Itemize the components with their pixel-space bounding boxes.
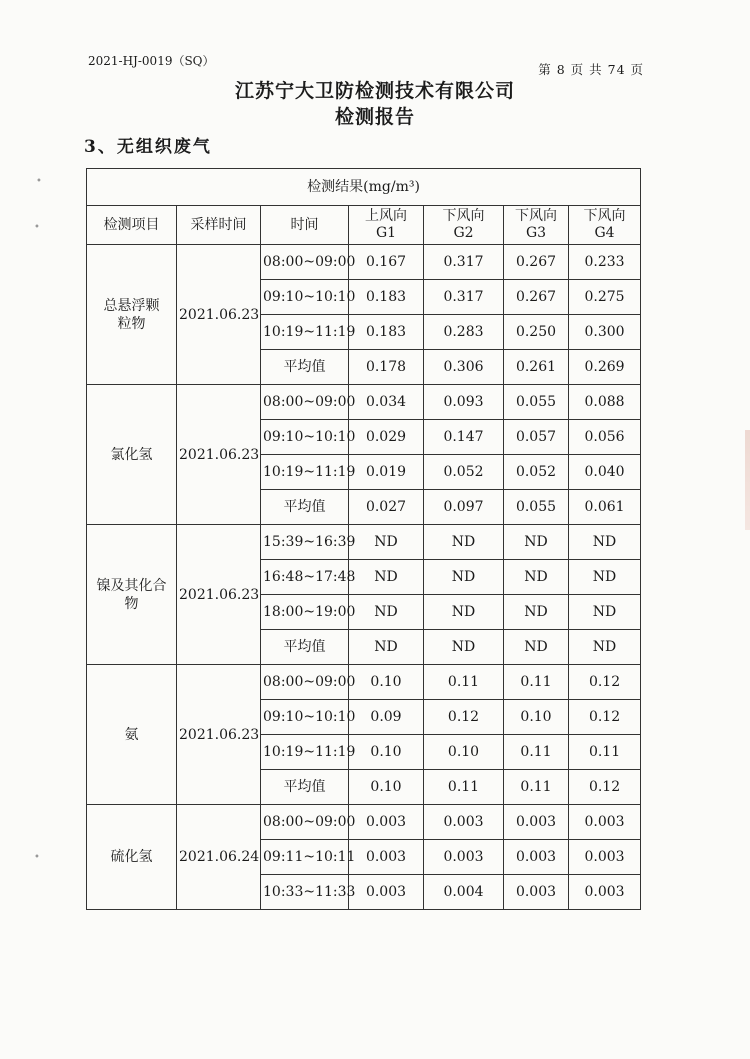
header-g3: 下风向 G3: [504, 206, 569, 245]
g3-value-cell: 0.055: [504, 490, 569, 525]
g3-value-cell: 0.003: [504, 840, 569, 875]
g3-value-cell: 0.10: [504, 700, 569, 735]
table-header-row: [87, 206, 641, 245]
sample-date-cell: 2021.06.23: [177, 525, 261, 665]
g3-value-cell: 0.267: [504, 280, 569, 315]
g3-value-cell: 0.250: [504, 315, 569, 350]
header-g2: 下风向 G2: [424, 206, 504, 245]
scan-mark: •: [34, 222, 40, 233]
g3-value-cell: 0.052: [504, 455, 569, 490]
g4-value-cell: 0.269: [569, 350, 641, 385]
table-row: [87, 805, 641, 840]
g3-value-cell: 0.11: [504, 735, 569, 770]
sample-date-cell: 2021.06.23: [177, 245, 261, 385]
g2-value-cell: 0.11: [424, 770, 504, 805]
g2-value-cell: ND: [424, 630, 504, 665]
company-name: 江苏宁大卫防检测技术有限公司: [234, 80, 515, 102]
g4-value-cell: 0.088: [569, 385, 641, 420]
g1-value-cell: ND: [349, 525, 424, 560]
header-g1: 上风向 G1: [349, 206, 424, 245]
g4-value-cell: 0.12: [569, 770, 641, 805]
g3-value-cell: 0.11: [504, 665, 569, 700]
g1-value-cell: 0.167: [349, 245, 424, 280]
time-cell: 平均值: [261, 630, 349, 665]
g4-value-cell: 0.12: [569, 700, 641, 735]
g4-value-cell: 0.300: [569, 315, 641, 350]
time-cell: 09:11~10:11: [261, 840, 349, 875]
time-cell: 10:19~11:19: [261, 455, 349, 490]
g3-value-cell: 0.003: [504, 805, 569, 840]
table-row: [87, 245, 641, 280]
time-cell: 08:00~09:00: [261, 245, 349, 280]
header-g4: 下风向 G4: [569, 206, 641, 245]
g4-value-cell: 0.061: [569, 490, 641, 525]
item-label: 镍及其化合物: [96, 577, 167, 612]
g1-value-cell: 0.029: [349, 420, 424, 455]
g4-value-cell: 0.11: [569, 735, 641, 770]
g3-value-cell: 0.003: [504, 875, 569, 910]
g2-value-cell: 0.052: [424, 455, 504, 490]
g1-value-cell: 0.09: [349, 700, 424, 735]
scan-edge-mark: [745, 430, 750, 530]
header-time: 时间: [261, 206, 349, 245]
g4-value-cell: 0.040: [569, 455, 641, 490]
g2-value-cell: 0.12: [424, 700, 504, 735]
g2-value-cell: 0.11: [424, 665, 504, 700]
time-cell: 10:19~11:19: [261, 315, 349, 350]
page-number: 第 8 页 共 74 页: [538, 62, 644, 77]
g3-value-cell: 0.057: [504, 420, 569, 455]
g3-value-cell: ND: [504, 560, 569, 595]
time-cell: 08:00~09:00: [261, 385, 349, 420]
results-table: [86, 168, 641, 910]
g3-value-cell: ND: [504, 525, 569, 560]
item-label: 氯化氢: [110, 446, 153, 463]
scan-mark: •: [34, 852, 40, 863]
header-sample-date: 采样时间: [177, 206, 261, 245]
g1-value-cell: 0.10: [349, 770, 424, 805]
sample-date-cell: 2021.06.24: [177, 805, 261, 910]
item-cell: [87, 525, 177, 665]
g2-value-cell: 0.317: [424, 245, 504, 280]
sample-date-cell: 2021.06.23: [177, 665, 261, 805]
g4-value-cell: ND: [569, 595, 641, 630]
g1-value-cell: 0.183: [349, 280, 424, 315]
time-cell: 09:10~10:10: [261, 280, 349, 315]
item-cell: [87, 385, 177, 525]
g4-value-cell: ND: [569, 560, 641, 595]
g1-value-cell: ND: [349, 630, 424, 665]
time-cell: 15:39~16:39: [261, 525, 349, 560]
g3-value-cell: 0.261: [504, 350, 569, 385]
item-label: 硫化氢: [110, 849, 153, 865]
section-title: 3、无组织废气: [84, 137, 212, 157]
g4-value-cell: ND: [569, 525, 641, 560]
g3-value-cell: ND: [504, 630, 569, 665]
g1-value-cell: 0.003: [349, 875, 424, 910]
g2-value-cell: 0.093: [424, 385, 504, 420]
g4-value-cell: 0.003: [569, 805, 641, 840]
table-row: [87, 665, 641, 700]
g4-value-cell: ND: [569, 630, 641, 665]
g1-value-cell: 0.183: [349, 315, 424, 350]
sample-date-cell: 2021.06.23: [177, 385, 261, 525]
time-cell: 平均值: [261, 350, 349, 385]
item-label: 总悬浮颗粒物: [103, 297, 160, 332]
g2-value-cell: 0.10: [424, 735, 504, 770]
g2-value-cell: 0.003: [424, 805, 504, 840]
g2-value-cell: ND: [424, 525, 504, 560]
item-cell: [87, 665, 177, 805]
time-cell: 09:10~10:10: [261, 420, 349, 455]
time-cell: 平均值: [261, 770, 349, 805]
g1-value-cell: ND: [349, 595, 424, 630]
g3-value-cell: 0.267: [504, 245, 569, 280]
item-label: 氨: [124, 726, 139, 743]
table-row: [87, 385, 641, 420]
table-row: [87, 525, 641, 560]
g3-value-cell: ND: [504, 595, 569, 630]
table-title: 检测结果(mg/m³): [87, 169, 641, 206]
g1-value-cell: 0.003: [349, 805, 424, 840]
time-cell: 平均值: [261, 490, 349, 525]
g2-value-cell: 0.317: [424, 280, 504, 315]
item-cell: [87, 805, 177, 910]
g1-value-cell: 0.034: [349, 385, 424, 420]
g4-value-cell: 0.12: [569, 665, 641, 700]
time-cell: 16:48~17:48: [261, 560, 349, 595]
g2-value-cell: 0.097: [424, 490, 504, 525]
g2-value-cell: 0.283: [424, 315, 504, 350]
g1-value-cell: 0.019: [349, 455, 424, 490]
table-title-row: [87, 169, 641, 206]
g4-value-cell: 0.003: [569, 840, 641, 875]
g2-value-cell: 0.004: [424, 875, 504, 910]
item-cell: [87, 245, 177, 385]
g1-value-cell: 0.10: [349, 665, 424, 700]
g1-value-cell: 0.003: [349, 840, 424, 875]
g4-value-cell: 0.003: [569, 875, 641, 910]
g3-value-cell: 0.11: [504, 770, 569, 805]
g2-value-cell: ND: [424, 560, 504, 595]
header-item: 检测项目: [87, 206, 177, 245]
g1-value-cell: ND: [349, 560, 424, 595]
g2-value-cell: 0.003: [424, 840, 504, 875]
g4-value-cell: 0.275: [569, 280, 641, 315]
g2-value-cell: 0.147: [424, 420, 504, 455]
g1-value-cell: 0.027: [349, 490, 424, 525]
g2-value-cell: ND: [424, 595, 504, 630]
g2-value-cell: 0.306: [424, 350, 504, 385]
g1-value-cell: 0.178: [349, 350, 424, 385]
report-title: 检测报告: [334, 106, 415, 128]
g4-value-cell: 0.056: [569, 420, 641, 455]
time-cell: 18:00~19:00: [261, 595, 349, 630]
time-cell: 10:19~11:19: [261, 735, 349, 770]
document-number: 2021-HJ-0019（SQ）: [88, 54, 215, 68]
g4-value-cell: 0.233: [569, 245, 641, 280]
g1-value-cell: 0.10: [349, 735, 424, 770]
g3-value-cell: 0.055: [504, 385, 569, 420]
time-cell: 08:00~09:00: [261, 665, 349, 700]
time-cell: 10:33~11:33: [261, 875, 349, 910]
scan-mark: •: [36, 176, 42, 187]
time-cell: 09:10~10:10: [261, 700, 349, 735]
time-cell: 08:00~09:00: [261, 805, 349, 840]
